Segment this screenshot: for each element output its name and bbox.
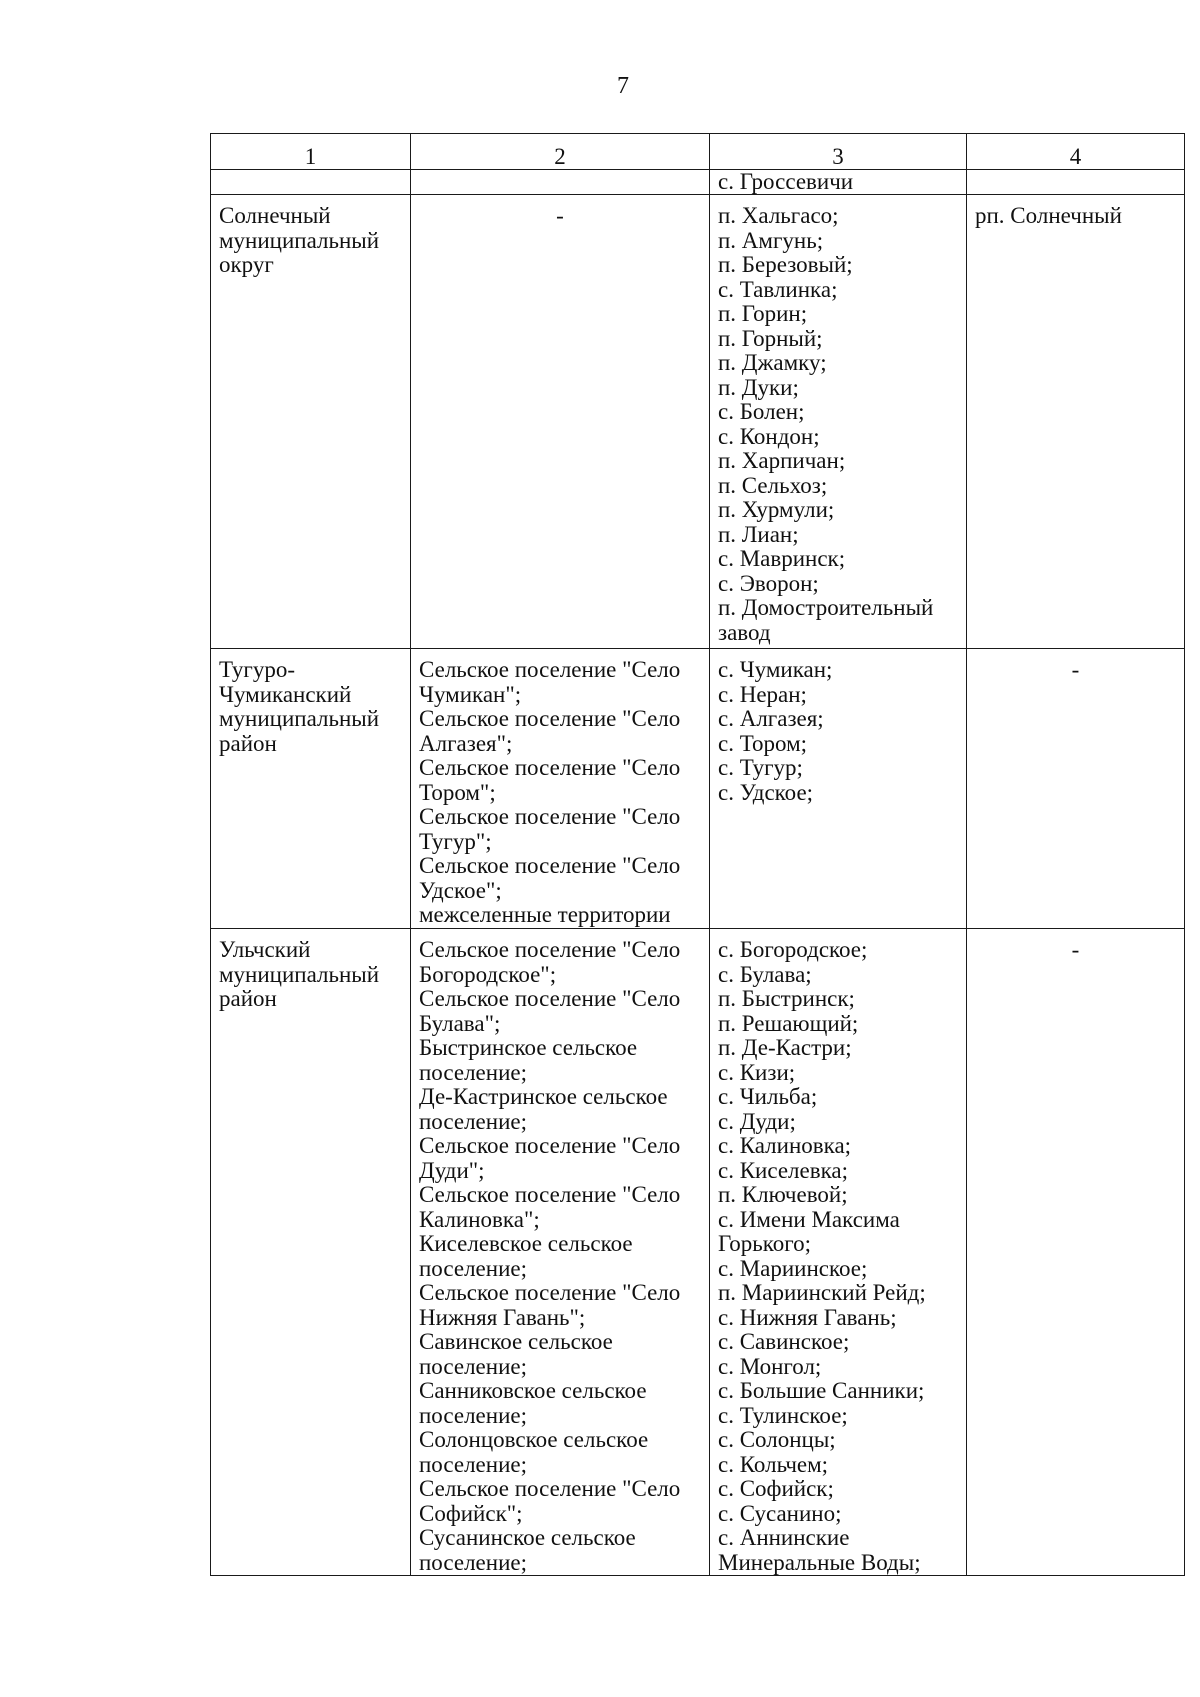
cell-text-line: Чумикан"; xyxy=(419,681,522,707)
header-cell-4: 4 xyxy=(967,134,1185,170)
cell-text-line: с. Чумикан; xyxy=(718,657,833,682)
cell-text-line: Нижняя Гавань"; xyxy=(419,1304,586,1330)
continuation-col2 xyxy=(411,170,710,195)
cell-text-line: - xyxy=(556,203,564,228)
district-cell xyxy=(211,929,411,1576)
cell-text-line: Богородское"; xyxy=(419,961,557,987)
cell-text-line: Ульчский xyxy=(219,937,311,962)
cell-text-line: Сельское поселение "Село xyxy=(419,853,681,878)
cell-text-line: п. Джамку; xyxy=(718,350,827,375)
cell-text-line: район xyxy=(219,730,277,756)
cell-text-line: Сельское поселение "Село xyxy=(419,986,681,1011)
cell-text-line: Сельское поселение "Село xyxy=(419,937,681,962)
cell-text-line: с. Болен; xyxy=(718,399,805,424)
cell-text-line: с. Нижняя Гавань; xyxy=(718,1304,897,1330)
cell-text-line: муниципальный xyxy=(219,706,380,731)
cell-text-line: поселение; xyxy=(419,1402,527,1428)
cell-text-line: п. Горин; xyxy=(718,301,808,326)
cell-text-line: с. Алгазея; xyxy=(718,706,824,731)
cell-text-line: поселение; xyxy=(419,1549,527,1575)
cell-text-line: п. Дуки; xyxy=(718,374,799,400)
localities-cell xyxy=(710,195,967,649)
table-row-solnechny xyxy=(211,195,1185,649)
cell-text-line: округ xyxy=(219,252,274,277)
cell-text-line: Солнечный xyxy=(219,203,331,228)
cell-text-line: п. Амгунь; xyxy=(718,227,824,253)
cell-text-line: с. Монгол; xyxy=(718,1353,822,1379)
cell-text-line: Сельское поселение "Село xyxy=(419,657,681,682)
continuation-col1 xyxy=(211,170,411,195)
cell-text-line: поселение; xyxy=(419,1059,527,1085)
cell-text-line: Тугур"; xyxy=(419,828,492,854)
settlements-cell xyxy=(411,195,710,649)
cell-text-line: с. Тавлинка; xyxy=(718,276,838,302)
cell-text-line: Софийск"; xyxy=(419,1500,523,1526)
settlement-line: с. Гроссевичи xyxy=(718,169,854,194)
cell-text-line: - xyxy=(1071,937,1080,962)
cell-text-line: муниципальный xyxy=(219,227,380,253)
header-cell-1: 1 xyxy=(211,134,411,170)
cell-text-line: с. Киселевка; xyxy=(718,1157,849,1183)
cell-text-line: Булава"; xyxy=(419,1010,501,1036)
cell-text-line: муниципальный xyxy=(219,961,380,987)
cell-text-line: Быстринское сельское xyxy=(419,1035,638,1060)
cell-text-line: поселение; xyxy=(419,1451,527,1477)
cell-text-line: межселенные территории xyxy=(419,902,671,927)
header-cell-2: 2 xyxy=(411,134,710,170)
cell-text-line: с. Богородское; xyxy=(718,937,868,962)
cell-text-line: п. Хурмули; xyxy=(718,497,835,522)
cell-text-line: с. Сусанино; xyxy=(718,1500,842,1526)
center-cell xyxy=(967,649,1185,929)
localities-cell xyxy=(710,649,967,929)
cell-text-line: Киселевское сельское xyxy=(419,1231,633,1256)
cell-text-line: с. Эворон; xyxy=(718,570,819,596)
cell-text-line: с. Софийск; xyxy=(718,1476,834,1501)
continuation-row xyxy=(211,170,1185,195)
cell-text-line: Сельское поселение "Село xyxy=(419,804,681,829)
district-cell xyxy=(211,649,411,929)
cell-text-line: п. Харпичан; xyxy=(718,448,846,473)
cell-text-line: с. Тулинское; xyxy=(718,1402,848,1428)
cell-text-line: с. Мариинское; xyxy=(718,1255,868,1281)
table-row-ulchi xyxy=(211,929,1185,1576)
cell-text-line: п. Хальгасо; xyxy=(718,203,839,228)
continuation-col4 xyxy=(967,170,1185,195)
cell-text-line: с. Чильба; xyxy=(718,1084,818,1109)
cell-text-line: Сельское поселение "Село xyxy=(419,1133,681,1158)
cell-text-line: п. Сельхоз; xyxy=(718,472,828,498)
cell-text-line: п. Мариинский Рейд; xyxy=(718,1280,926,1305)
cell-text-line: Санниковское сельское xyxy=(419,1378,647,1403)
cell-text-line: Горького; xyxy=(718,1231,812,1256)
cell-text-line: Тугуро- xyxy=(219,657,295,682)
cell-text-line: Минеральные Воды; xyxy=(718,1549,921,1575)
cell-text-line: с. Калиновка; xyxy=(718,1133,852,1158)
cell-text-line: Калиновка"; xyxy=(419,1206,540,1232)
cell-text-line: с. Кондон; xyxy=(718,423,820,449)
table-header-row xyxy=(211,134,1185,170)
cell-text-line: с. Дуди; xyxy=(718,1108,796,1134)
cell-text-line: п. Горный; xyxy=(718,325,823,351)
cell-text-line: с. Неран; xyxy=(718,681,807,707)
cell-text-line: п. Быстринск; xyxy=(718,986,855,1011)
localities-cell xyxy=(710,929,967,1576)
cell-text-line: рп. Солнечный xyxy=(975,203,1122,228)
cell-text-line: с. Тугур; xyxy=(718,755,803,780)
cell-text-line: Чумиканский xyxy=(219,681,352,707)
cell-text-line: поселение; xyxy=(419,1255,527,1281)
cell-text-line: Сельское поселение "Село xyxy=(419,706,681,731)
cell-text-line: район xyxy=(219,986,277,1011)
cell-text-line: Сельское поселение "Село xyxy=(419,1280,681,1305)
cell-text-line: с. Савинское; xyxy=(718,1329,850,1354)
page-number: 7 xyxy=(617,73,629,99)
district-cell xyxy=(211,195,411,649)
cell-text-line: Сельское поселение "Село xyxy=(419,1182,681,1207)
cell-text-line: с. Аннинские xyxy=(718,1525,850,1550)
cell-text-line: поселение; xyxy=(419,1353,527,1379)
cell-text-line: Удское"; xyxy=(419,877,502,903)
cell-text-line: с. Мавринск; xyxy=(718,546,846,571)
cell-text-line: Тором"; xyxy=(419,779,496,805)
cell-text-line: Солонцовское сельское xyxy=(419,1427,649,1452)
cell-text-line: Де-Кастринское сельское xyxy=(419,1084,668,1109)
cell-text-line: с. Булава; xyxy=(718,961,812,987)
center-cell xyxy=(967,195,1185,649)
header-cell-3: 3 xyxy=(710,134,967,170)
cell-text-line: п. Де-Кастри; xyxy=(718,1035,852,1060)
cell-text-line: с. Удское; xyxy=(718,779,814,805)
cell-text-line: Сельское поселение "Село xyxy=(419,755,681,780)
cell-text-line: Дуди"; xyxy=(419,1157,485,1183)
center-cell xyxy=(967,929,1185,1576)
cell-text-line: Савинское сельское xyxy=(419,1329,613,1354)
cell-text-line: п. Березовый; xyxy=(718,252,853,277)
cell-text-line: с. Кольчем; xyxy=(718,1451,829,1477)
cell-text-line: с. Большие Санники; xyxy=(718,1378,925,1403)
continuation-col3 xyxy=(710,170,967,195)
cell-text-line: п. Решающий; xyxy=(718,1010,859,1036)
cell-text-line: с. Имени Максима xyxy=(718,1206,900,1232)
cell-text-line: п. Ключевой; xyxy=(718,1182,848,1207)
settlements-cell xyxy=(411,649,710,929)
table-row-tuguro-chumikan xyxy=(211,649,1185,929)
cell-text-line: поселение; xyxy=(419,1108,527,1134)
cell-text-line: с. Кизи; xyxy=(718,1059,796,1085)
cell-text-line: Алгазея"; xyxy=(419,730,513,756)
cell-text-line: п. Лиан; xyxy=(718,521,799,547)
cell-text-line: п. Домостроительный xyxy=(718,595,934,620)
settlements-cell xyxy=(411,929,710,1576)
cell-text-line: Сельское поселение "Село xyxy=(419,1476,681,1501)
cell-text-line: с. Тором; xyxy=(718,730,808,756)
cell-text-line: завод xyxy=(718,619,771,645)
cell-text-line: - xyxy=(1071,657,1080,682)
settlements-table xyxy=(210,133,1185,1576)
cell-text-line: Сусанинское сельское xyxy=(419,1525,636,1550)
cell-text-line: с. Солонцы; xyxy=(718,1427,836,1452)
